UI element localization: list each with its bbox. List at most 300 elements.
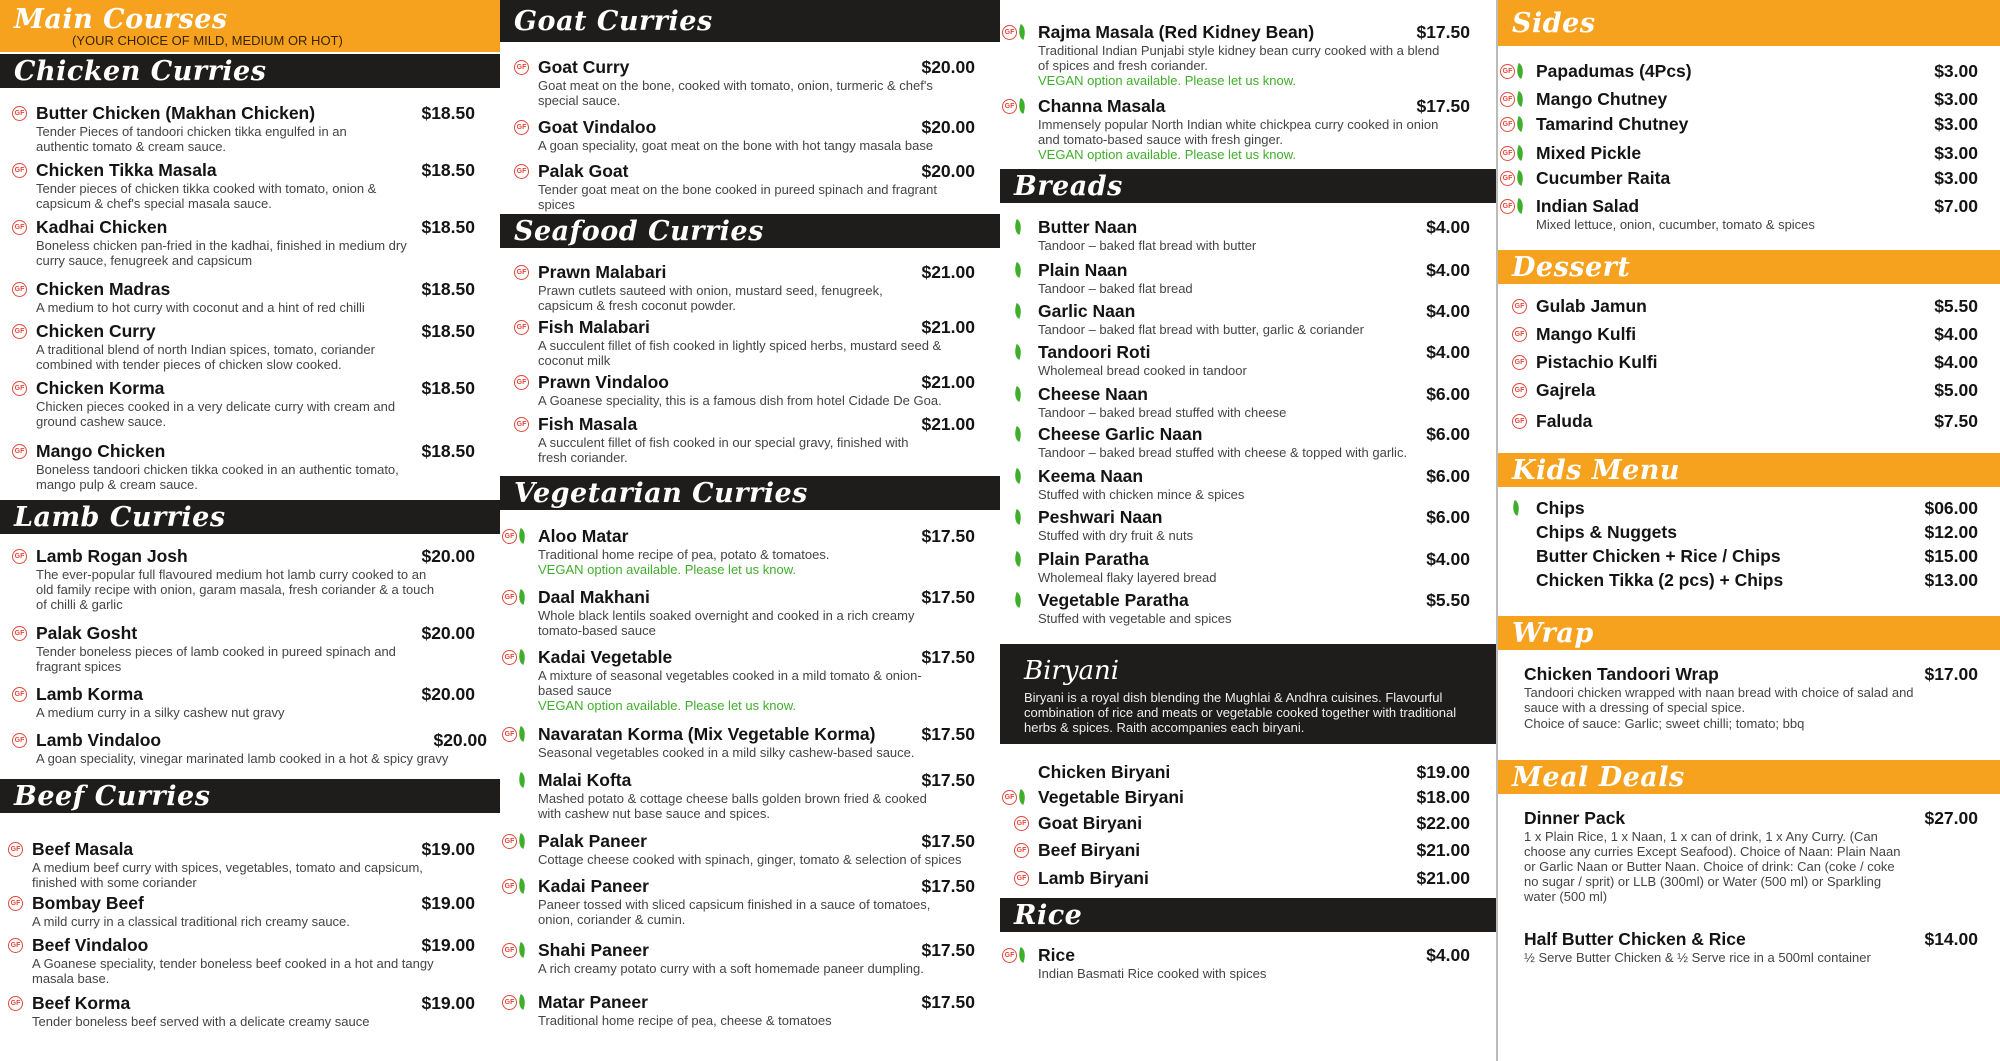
menu-item	[1500, 61, 1978, 81]
menu-item	[12, 730, 487, 766]
seafood-curries-header	[500, 214, 1000, 248]
menu-item	[1002, 22, 1470, 88]
item-price: $21.00	[1416, 840, 1470, 860]
item-name: Garlic Naan	[1038, 301, 1136, 321]
gluten-free-icon: GF	[12, 282, 27, 297]
item-description: Tender boneless beef served with a delicate creamy sauce	[32, 1014, 370, 1029]
item-price: $18.50	[421, 279, 475, 299]
item-name: Indian Salad	[1536, 196, 1640, 216]
item-price: $18.50	[421, 103, 475, 123]
leaf-icon	[1016, 947, 1028, 963]
vegan-note: VEGAN option available. Please let us know.	[1038, 73, 1296, 88]
item-price: $17.00	[1924, 664, 1978, 684]
gluten-free-icon: GF	[1512, 355, 1527, 370]
gluten-free-icon: GF	[502, 727, 517, 742]
main-courses-subtitle: (YOUR CHOICE OF MILD, MEDIUM OR HOT)	[72, 33, 343, 48]
item-name: Navaratan Korma (Mix Vegetable Korma)	[538, 724, 876, 744]
gluten-free-icon: GF	[1014, 871, 1029, 886]
gluten-free-icon: GF	[514, 60, 529, 75]
biryani-title: Biryani	[1024, 656, 1120, 686]
gluten-free-icon: GF	[1512, 383, 1527, 398]
item-description: Traditional home recipe of pea, cheese & tomatoes	[538, 1013, 832, 1028]
menu-item	[514, 161, 975, 212]
item-name: Kadhai Chicken	[36, 217, 168, 237]
beef-curries-title: Beef Curries	[14, 780, 211, 812]
rice-title: Rice	[1014, 899, 1083, 931]
item-name: Goat Curry	[538, 57, 630, 77]
item-name: Bombay Beef	[32, 893, 144, 913]
item-price: $18.50	[421, 160, 475, 180]
vegan-note: VEGAN option available. Please let us know.	[538, 698, 796, 713]
item-price: $4.00	[1934, 352, 1978, 372]
gluten-free-icon: GF	[12, 444, 27, 459]
item-name: Dinner Pack	[1524, 808, 1626, 828]
item-price: $4.00	[1426, 301, 1470, 321]
gluten-free-icon: GF	[1512, 414, 1527, 429]
gluten-free-icon: GF	[12, 163, 27, 178]
menu-item	[502, 992, 975, 1028]
menu-item	[1524, 808, 1978, 904]
leaf-icon	[516, 772, 528, 788]
gluten-free-icon: GF	[8, 842, 23, 857]
chicken-curries-header	[0, 54, 500, 88]
dessert-title: Dessert	[1512, 251, 1631, 283]
menu-item	[502, 940, 975, 976]
item-price: $18.50	[421, 321, 475, 341]
item-name: Tamarind Chutney	[1536, 114, 1689, 134]
wrap-header	[1498, 616, 2000, 650]
menu-item	[1014, 507, 1470, 543]
menu-item	[502, 770, 975, 821]
item-name: Lamb Vindaloo	[36, 730, 162, 750]
item-description: Boneless chicken pan-fried in the kadhai, finished in medium dry curry sauce, fenugreek and capsicum	[36, 238, 407, 268]
seafood-curries-title: Seafood Curries	[514, 215, 764, 247]
item-description: Stuffed with chicken mince & spices	[1038, 487, 1245, 502]
leaf-icon	[516, 994, 528, 1010]
biryani-description: Biryani is a royal dish blending the Mughlai & Andhra cuisines. Flavourful combination of rice and meats or vegetable cooked together with traditional herbs & spices. Raith accompanies each biryani.	[1024, 690, 1457, 735]
item-price: $21.00	[921, 372, 975, 392]
item-price: $6.00	[1426, 424, 1470, 444]
gluten-free-icon: GF	[502, 834, 517, 849]
menu-item	[8, 993, 475, 1029]
menu-item	[12, 684, 475, 720]
item-description: Stuffed with dry fruit & nuts	[1038, 528, 1194, 543]
item-name: Matar Paneer	[538, 992, 648, 1012]
menu-item	[1014, 840, 1470, 860]
item-name: Tandoori Roti	[1038, 342, 1151, 362]
item-name: Chicken Tikka (2 pcs) + Chips	[1536, 570, 1784, 590]
item-price: $4.00	[1426, 945, 1470, 965]
column-2	[500, 0, 1000, 1061]
item-description: A medium beef curry with spices, vegetables, tomato and capsicum, finished with some coriander	[32, 860, 423, 890]
menu-item	[1002, 96, 1470, 162]
item-name: Peshwari Naan	[1038, 507, 1163, 527]
item-name: Pistachio Kulfi	[1536, 352, 1658, 372]
leaf-icon	[1514, 116, 1526, 132]
item-price: $6.00	[1426, 384, 1470, 404]
item-price: $4.00	[1426, 217, 1470, 237]
item-description: Tandoor – baked bread stuffed with cheese & topped with garlic.	[1038, 445, 1408, 460]
menu-item	[12, 623, 475, 674]
item-price: $19.00	[421, 839, 475, 859]
item-price: $17.50	[921, 876, 975, 896]
item-price: $7.00	[1934, 196, 1978, 216]
vegetarian-curries-title: Vegetarian Curries	[514, 477, 808, 509]
gluten-free-icon: GF	[12, 324, 27, 339]
item-name: Chicken Korma	[36, 378, 165, 398]
item-name: Lamb Biryani	[1038, 868, 1149, 888]
menu-item	[12, 378, 475, 429]
gluten-free-icon: GF	[502, 995, 517, 1010]
gluten-free-icon: GF	[12, 220, 27, 235]
item-price: $17.50	[921, 940, 975, 960]
menu-item	[1500, 168, 1978, 188]
item-description: Indian Basmati Rice cooked with spices	[1038, 966, 1267, 981]
gluten-free-icon: GF	[502, 529, 517, 544]
gluten-free-icon: GF	[502, 650, 517, 665]
menu-item	[502, 526, 975, 577]
item-name: Kadai Vegetable	[538, 647, 673, 667]
column-4	[1498, 0, 2000, 1061]
leaf-icon	[1012, 262, 1024, 278]
item-price: $17.50	[921, 831, 975, 851]
item-price: $20.00	[433, 730, 487, 750]
item-price: $19.00	[421, 993, 475, 1013]
gluten-free-icon: GF	[1500, 146, 1515, 161]
gluten-free-icon: GF	[502, 943, 517, 958]
item-price: $21.00	[1416, 868, 1470, 888]
item-name: Butter Naan	[1038, 217, 1138, 237]
leaf-icon	[1012, 344, 1024, 360]
item-price: $18.50	[421, 217, 475, 237]
item-price: $5.00	[1934, 380, 1978, 400]
item-price: $13.00	[1924, 570, 1978, 590]
leaf-icon	[1016, 98, 1028, 114]
item-name: Fish Masala	[538, 414, 638, 434]
item-description: A rich creamy potato curry with a soft homemade paneer dumpling.	[538, 961, 924, 976]
item-name: Mango Kulfi	[1536, 324, 1637, 344]
kids-menu-header	[1498, 453, 2000, 487]
menu-item	[502, 831, 975, 867]
leaf-icon	[1514, 145, 1526, 161]
item-description: Tender boneless pieces of lamb cooked in pureed spinach and fragrant spices	[36, 644, 396, 674]
menu-item	[8, 935, 475, 986]
menu-item	[1014, 342, 1470, 378]
menu-item	[1500, 196, 1978, 232]
item-price: $22.00	[1416, 813, 1470, 833]
item-description: A succulent fillet of fish cooked in lightly spiced herbs, mustard seed & coconut milk	[538, 338, 942, 368]
item-name: Goat Biryani	[1038, 813, 1143, 833]
column-3	[1000, 0, 1496, 1061]
item-price: $19.00	[421, 893, 475, 913]
item-price: $20.00	[421, 623, 475, 643]
leaf-icon	[1012, 219, 1024, 235]
menu-item	[1524, 664, 1978, 731]
menu-item	[502, 724, 975, 760]
leaf-icon	[1016, 789, 1028, 805]
rice-header	[1000, 898, 1496, 932]
item-description: A medium curry in a silky cashew nut gravy	[36, 705, 285, 720]
item-price: $20.00	[921, 161, 975, 181]
item-name: Rice	[1038, 945, 1075, 965]
item-name: Gajrela	[1536, 380, 1596, 400]
gluten-free-icon: GF	[1014, 816, 1029, 831]
item-description: Tandoor – baked flat bread with butter	[1038, 238, 1257, 253]
item-description: A mixture of seasonal vegetables cooked in a mild tomato & onion-based sauce	[538, 668, 922, 698]
item-name: Cucumber Raita	[1536, 168, 1671, 188]
item-price: $19.00	[1416, 762, 1470, 782]
menu-item	[1014, 868, 1470, 888]
menu-item	[1002, 787, 1470, 807]
item-name: Channa Masala	[1038, 96, 1166, 116]
menu-item	[12, 103, 475, 154]
menu-item	[8, 839, 475, 890]
item-name: Palak Goat	[538, 161, 629, 181]
gluten-free-icon: GF	[12, 381, 27, 396]
item-name: Vegetable Biryani	[1038, 787, 1184, 807]
gluten-free-icon: GF	[8, 896, 23, 911]
item-description: Paneer tossed with sliced capsicum finished in a sauce of tomatoes, onion, coriander & cumin.	[538, 897, 931, 927]
item-name: Chicken Madras	[36, 279, 171, 299]
item-price: $17.50	[921, 526, 975, 546]
leaf-icon	[1510, 500, 1522, 516]
item-description: A medium to hot curry with coconut and a hint of red chilli	[36, 300, 365, 315]
leaf-icon	[1514, 91, 1526, 107]
item-name: Mixed Pickle	[1536, 143, 1642, 163]
breads-title: Breads	[1014, 170, 1123, 202]
item-name: Prawn Malabari	[538, 262, 667, 282]
menu-item	[1512, 570, 1978, 590]
item-description: ½ Serve Butter Chicken & ½ Serve rice in a 500ml container	[1524, 950, 1871, 965]
item-description: Tender pieces of chicken tikka cooked with tomato, onion & capsicum & chef's special masala sauce.	[36, 181, 377, 211]
item-name: Lamb Rogan Josh	[36, 546, 188, 566]
item-name: Palak Gosht	[36, 623, 138, 643]
item-name: Daal Makhani	[538, 587, 650, 607]
menu-item	[12, 279, 475, 315]
menu-item	[1014, 424, 1470, 460]
item-name: Cheese Garlic Naan	[1038, 424, 1203, 444]
gluten-free-icon: GF	[1002, 99, 1017, 114]
item-name: Chips	[1536, 498, 1585, 518]
vegetarian-curries-header	[500, 476, 1000, 510]
item-price: $21.00	[921, 414, 975, 434]
menu-item	[1014, 590, 1470, 626]
gluten-free-icon: GF	[502, 879, 517, 894]
menu-item	[1512, 498, 1978, 518]
item-price: $7.50	[1934, 411, 1978, 431]
item-price: $6.00	[1426, 507, 1470, 527]
item-description: A goan speciality, vinegar marinated lamb cooked in a hot & spicy gravy	[36, 751, 449, 766]
leaf-icon	[516, 726, 528, 742]
item-name: Shahi Paneer	[538, 940, 649, 960]
menu-item	[502, 647, 975, 713]
menu-item	[1014, 217, 1470, 253]
item-price: $5.50	[1934, 296, 1978, 316]
menu-item	[514, 57, 975, 108]
gluten-free-icon: GF	[12, 549, 27, 564]
item-description-sauces: Choice of sauce: Garlic; sweet chilli; tomato; bbq	[1524, 716, 1805, 731]
item-description: Traditional Indian Punjabi style kidney bean curry cooked with a blend of spices and fresh coriander.	[1038, 43, 1440, 73]
menu-item	[1002, 762, 1470, 782]
chicken-curries-title: Chicken Curries	[14, 55, 267, 87]
beef-curries-header	[0, 779, 500, 813]
item-name: Papadumas (4Pcs)	[1536, 61, 1692, 81]
item-description: Immensely popular North Indian white chickpea curry cooked in onion and tomato-based sauce with fresh ginger.	[1038, 117, 1439, 147]
menu-item	[1014, 384, 1470, 420]
menu-item	[1014, 260, 1470, 296]
item-price: $17.50	[921, 770, 975, 790]
menu-item	[514, 317, 975, 368]
dessert-header	[1498, 250, 2000, 284]
item-price: $15.00	[1924, 546, 1978, 566]
item-price: $17.50	[921, 724, 975, 744]
item-description: Cottage cheese cooked with spinach, ginger, tomato & selection of spices	[538, 852, 962, 867]
item-description: Wholemeal flaky layered bread	[1038, 570, 1217, 585]
biryani-header	[1000, 644, 1496, 744]
item-description: Chicken pieces cooked in a very delicate curry with cream and ground cashew sauce.	[36, 399, 396, 429]
lamb-curries-header	[0, 500, 500, 534]
item-name: Chicken Tikka Masala	[36, 160, 217, 180]
leaf-icon	[1514, 63, 1526, 79]
meal-deals-header	[1498, 760, 2000, 794]
menu-item	[514, 372, 975, 408]
leaf-icon	[516, 878, 528, 894]
item-name: Vegetable Paratha	[1038, 590, 1189, 610]
menu-item	[1014, 466, 1470, 502]
item-name: Lamb Korma	[36, 684, 143, 704]
menu-item	[1512, 296, 1978, 316]
item-price: $20.00	[421, 684, 475, 704]
item-price: $17.50	[1416, 22, 1470, 42]
menu-item	[1500, 89, 1978, 109]
item-description: Tandoor – baked bread stuffed with cheese	[1038, 405, 1287, 420]
menu-item	[1014, 549, 1470, 585]
gluten-free-icon: GF	[1002, 790, 1017, 805]
item-name: Butter Chicken + Rice / Chips	[1536, 546, 1781, 566]
menu-item	[1512, 380, 1978, 400]
item-price: $18.50	[421, 441, 475, 461]
item-name: Chips & Nuggets	[1536, 522, 1677, 542]
item-name: Plain Naan	[1038, 260, 1128, 280]
item-name: Beef Biryani	[1038, 840, 1141, 860]
goat-curries-header	[500, 0, 1000, 42]
lamb-curries-title: Lamb Curries	[14, 501, 226, 533]
item-price: $4.00	[1426, 342, 1470, 362]
item-price: $6.00	[1426, 466, 1470, 486]
menu-item	[1002, 945, 1470, 981]
item-price: $21.00	[921, 317, 975, 337]
item-name: Gulab Jamun	[1536, 296, 1647, 316]
menu-item	[12, 160, 475, 211]
item-name: Half Butter Chicken & Rice	[1524, 929, 1746, 949]
item-price: $17.50	[921, 587, 975, 607]
item-name: Fish Malabari	[538, 317, 650, 337]
kids-menu-title: Kids Menu	[1512, 454, 1681, 486]
leaf-icon	[1012, 551, 1024, 567]
item-description: Tandoori chicken wrapped with naan bread with choice of salad and sauce with a dressing of special spice.	[1524, 685, 1914, 715]
item-description: Whole black lentils soaked overnight and cooked in a rich creamy tomato-based sauce	[538, 608, 915, 638]
item-price: $3.00	[1934, 89, 1978, 109]
item-description: Mixed lettuce, onion, cucumber, tomato & spices	[1536, 217, 1815, 232]
item-description: Traditional home recipe of pea, potato & tomatoes.	[538, 547, 830, 562]
item-name: Malai Kofta	[538, 770, 632, 790]
item-name: Mango Chutney	[1536, 89, 1668, 109]
gluten-free-icon: GF	[1500, 117, 1515, 132]
item-price: $19.00	[421, 935, 475, 955]
item-name: Keema Naan	[1038, 466, 1144, 486]
gluten-free-icon: GF	[1512, 327, 1527, 342]
item-name: Beef Vindaloo	[32, 935, 149, 955]
menu-item	[12, 546, 475, 612]
vegan-note: VEGAN option available. Please let us know.	[1038, 147, 1296, 162]
item-description: Tandoor – baked flat bread with butter, garlic & coriander	[1038, 322, 1364, 337]
menu-item	[502, 587, 975, 638]
menu-item	[12, 217, 475, 268]
leaf-icon	[516, 589, 528, 605]
menu-item	[1524, 929, 1978, 965]
item-description: Stuffed with vegetable and spices	[1038, 611, 1232, 626]
wrap-title: Wrap	[1512, 617, 1594, 649]
item-price: $3.00	[1934, 143, 1978, 163]
menu-item	[12, 441, 475, 492]
item-price: $17.50	[1416, 96, 1470, 116]
item-price: $18.00	[1416, 787, 1470, 807]
item-price: $14.00	[1924, 929, 1978, 949]
item-price: $5.50	[1426, 590, 1470, 610]
gluten-free-icon: GF	[502, 590, 517, 605]
item-price: $27.00	[1924, 808, 1978, 828]
item-name: Butter Chicken (Makhan Chicken)	[36, 103, 316, 123]
item-price: $20.00	[921, 57, 975, 77]
item-name: Beef Korma	[32, 993, 131, 1013]
leaf-icon	[1012, 468, 1024, 484]
item-description: Mashed potato & cottage cheese balls golden brown fried & cooked with cashew nut base sauce and spices.	[538, 791, 927, 821]
main-courses-title: Main Courses	[14, 4, 228, 35]
gluten-free-icon: GF	[1500, 92, 1515, 107]
gluten-free-icon: GF	[1500, 199, 1515, 214]
item-description: Tandoor – baked flat bread	[1038, 281, 1193, 296]
item-price: $3.00	[1934, 168, 1978, 188]
item-name: Chicken Tandoori Wrap	[1524, 664, 1719, 684]
vegan-note: VEGAN option available. Please let us know.	[538, 562, 796, 577]
item-description: The ever-popular full flavoured medium hot lamb curry cooked to an old family recipe with onion, garam masala, fresh coriander & a touch of chilli & garlic	[36, 567, 435, 612]
menu-item	[8, 893, 475, 929]
menu-item	[1500, 143, 1978, 163]
gluten-free-icon: GF	[1500, 171, 1515, 186]
item-name: Aloo Matar	[538, 526, 629, 546]
leaf-icon	[1012, 426, 1024, 442]
menu-item	[514, 117, 975, 153]
sides-header	[1498, 0, 2000, 46]
item-description: A mild curry in a classical traditional rich creamy sauce.	[32, 914, 350, 929]
item-description: A succulent fillet of fish cooked in our special gravy, finished with fresh coriander.	[538, 435, 909, 465]
leaf-icon	[1514, 170, 1526, 186]
gluten-free-icon: GF	[514, 164, 529, 179]
sides-title: Sides	[1512, 7, 1596, 39]
menu-item	[12, 321, 475, 372]
item-name: Prawn Vindaloo	[538, 372, 669, 392]
meal-deals-title: Meal Deals	[1512, 761, 1685, 793]
leaf-icon	[516, 833, 528, 849]
item-description: Tender goat meat on the bone cooked in pureed spinach and fragrant spices	[538, 182, 937, 212]
menu-item	[502, 876, 975, 927]
item-name: Kadai Paneer	[538, 876, 649, 896]
leaf-icon	[1514, 198, 1526, 214]
gluten-free-icon: GF	[12, 106, 27, 121]
main-courses-header	[0, 0, 500, 52]
gluten-free-icon: GF	[1014, 843, 1029, 858]
gluten-free-icon: GF	[1500, 64, 1515, 79]
